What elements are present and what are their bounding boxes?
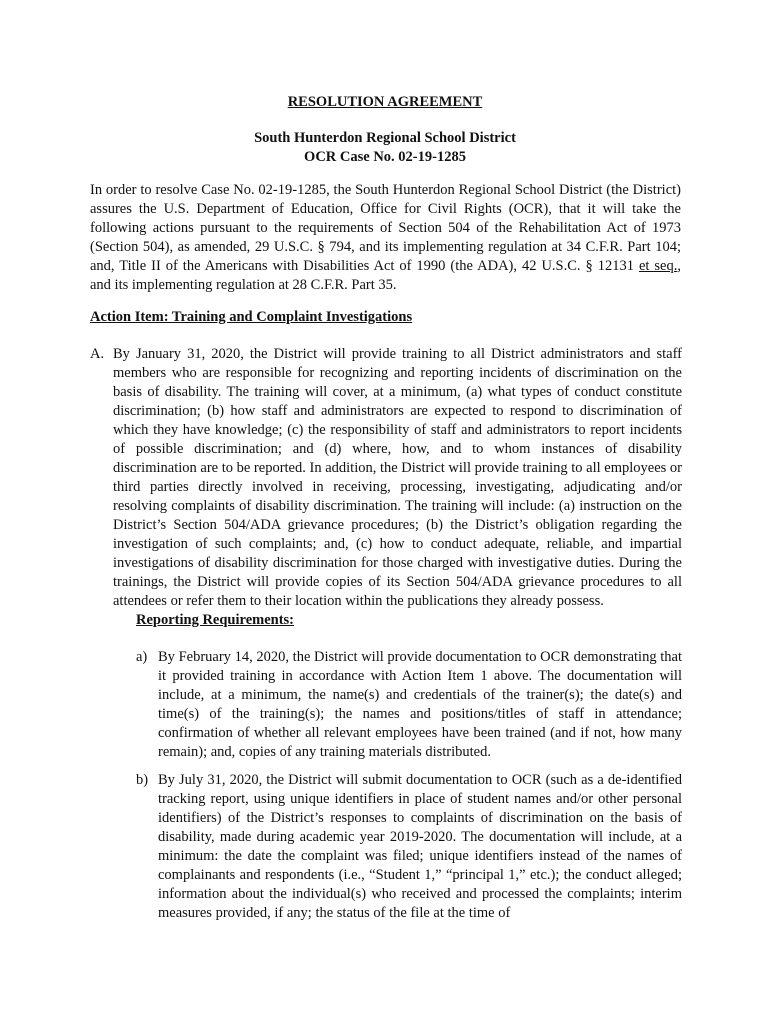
action-item-a xyxy=(90,345,682,611)
intro-text-before: In order to resolve Case No. 02-19-1285, the South Hunterdon Regional School District (the District) assures the U.S. Department of Education, Office for Civil Rights (OCR), that it will take the following actions pursuant to the requirements of Section 504 of the Rehabilitation Act of 1973 (Section 504), as amended, 29 U.S.C. § 794, and its implementing regulation at 34 C.F.R. Part 104; and, Title II of the Americans with Disabilities Act of 1990 (the ADA), 42 U.S.C. § 12131 xyxy=(90,182,681,274)
reporting-item-a xyxy=(136,648,682,762)
reporting-item-a-text: By February 14, 2020, the District will provide documentation to OCR demonstrating that it provided training in accordance with Action Item 1 above. The documentation will include, at a minimum, the name(s) and credentials of the trainer(s); the date(s) and time(s) of the training(s); the names and positions/titles of staff in attendance; confirmation of whether all relevant employees have been trained (and if not, how many remain); and, copies of any training materials distributed. xyxy=(158,649,682,760)
action-item-heading: Action Item: Training and Complaint Investigations xyxy=(90,309,413,325)
reporting-item-a-marker: a) xyxy=(136,649,148,665)
case-number: OCR Case No. 02-19-1285 xyxy=(304,149,466,165)
reporting-requirements-heading: Reporting Requirements: xyxy=(136,612,295,628)
et-seq-term: et seq. xyxy=(638,258,678,274)
item-a-text: By January 31, 2020, the District will provide training to all District administrators and staff members who are responsible for recognizing and reporting incidents of discrimination on the basis of disability. The training will cover, at a minimum, (a) what types of conduct constitute discrimination; (b) how staff and administrators are expected to respond to discrimination of which they have knowledge; (c) the responsibility of staff and administrators to report incidents of possible discrimination; and (d) where, how, and to whom instances of disability discrimination are to be reported. In addition, the District will provide training to all employees or third parties directly involved in receiving, processing, investigating, adjudicating and/or resolving complaints of disability discrimination. The training will include: (a) instruction on the District’s Section 504/ADA grievance procedures; (b) the District’s obligation regarding the investigation of such complaints; and, (c) how to conduct adequate, reliable, and impartial investigations of disability discrimination for those charged with investigative duties. During the trainings, the District will provide copies of its Section 504/ADA grievance procedures to all attendees or refer them to their location within the publications they already possess. xyxy=(113,346,682,609)
item-a-marker: A. xyxy=(90,346,105,362)
intro-text-after: , and its implementing regulation at 28 C.F.R. Part 35. xyxy=(90,258,681,293)
district-name: South Hunterdon Regional School District xyxy=(254,130,516,146)
reporting-item-b-marker: b) xyxy=(136,772,149,788)
reporting-item-b xyxy=(136,771,682,923)
intro-paragraph xyxy=(90,181,681,295)
document-title: RESOLUTION AGREEMENT xyxy=(287,94,483,110)
reporting-item-b-text: By July 31, 2020, the District will submit documentation to OCR (such as a de-identified tracking report, using unique identifiers in place of student names and/or other personal identifiers) of the District’s responses to complaints of discrimination on the basis of disability, made during academic year 2019-2020. The documentation will include, at a minimum: the date the complaint was filed; unique identifiers instead of the names of complainants and respondents (i.e., “Student 1,” “principal 1,” etc.); the conduct alleged; information about the individual(s) who received and processed the complaints; interim measures provided, if any; the status of the file at the time of xyxy=(158,772,682,921)
